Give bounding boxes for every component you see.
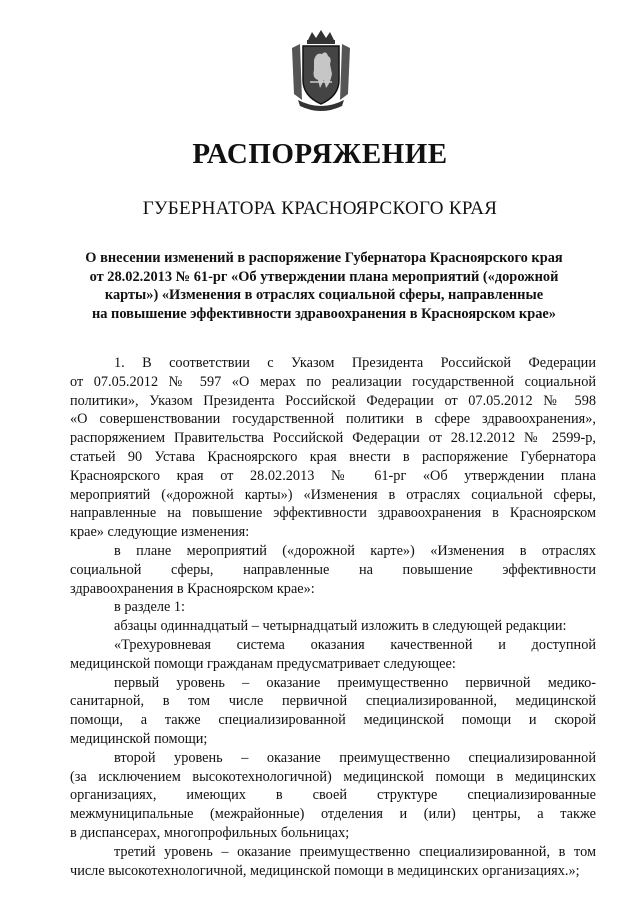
body-line: числе высокотехнологичной, медицинской помощи в медицинских организациях.»;	[70, 862, 580, 879]
heading-line: на повышение эффективности здравоохранения в Красноярском крае»	[91, 305, 557, 322]
body-line: 1. В соответствии с Указом Президента Российской Федерации	[114, 355, 596, 371]
body-line: медицинской помощи гражданам предусматривает следующее:	[70, 655, 456, 672]
document-body	[70, 354, 596, 880]
body-line: «Трехуровневая система оказания качественной и доступной	[114, 636, 596, 653]
body-line: в плане мероприятий («дорожной карте») «Изменения в отраслях	[114, 542, 596, 559]
heading-line: О внесении изменений в распоряжение Губернатора Красноярского края	[85, 250, 563, 266]
body-line: в разделе 1:	[114, 599, 186, 616]
body-line: (за исключением высокотехнологичной) медицинской помощи в медицинских	[70, 768, 596, 785]
emblem-graphic	[290, 30, 352, 112]
body-line: медицинской помощи;	[70, 730, 208, 747]
body-line: второй уровень – оказание преимущественно специализированной	[114, 749, 596, 766]
body-line: санитарной, в том числе первичной специализированной, медицинской	[70, 693, 596, 710]
heading-line: от 28.02.2013 № 61-рг «Об утверждении плана мероприятий («дорожной	[89, 268, 559, 285]
body-line: межмуниципальные (межрайонные) отделения и (или) центры, а также	[70, 806, 596, 823]
body-line: распоряжением Правительства Российской Федерации от 28.12.2012 № 2599-р,	[70, 430, 596, 447]
body-line: здравоохранения в Красноярском крае»:	[70, 580, 315, 597]
heading-line: карты») «Изменения в отраслях социальной сферы, направленные	[104, 287, 544, 304]
coat-of-arms-krasnoyarsk-icon	[290, 30, 352, 112]
body-line: первый уровень – оказание преимущественно первичной медико-	[114, 674, 596, 691]
body-line: политики», Указом Президента Российской Федерации от 07.05.2012 № 598	[70, 392, 596, 409]
body-line: организациях, имеющих в своей структуре специализированные	[70, 787, 596, 804]
body-line: статьей 90 Устава Красноярского края внести в распоряжение Губернатора	[70, 448, 596, 465]
document-heading	[60, 249, 588, 323]
document-title: РАСПОРЯЖЕНИЕ	[192, 138, 448, 170]
body-line: мероприятий («дорожной карты») «Изменения в отраслях социальной сферы,	[70, 486, 596, 503]
document-subtitle: ГУБЕРНАТОРА КРАСНОЯРСКОГО КРАЯ	[142, 198, 498, 219]
body-line: крае» следующие изменения:	[70, 524, 250, 541]
body-line: социальной сферы, направленные на повышение эффективности	[70, 561, 596, 578]
body-line: помощи, а также специализированной медицинской помощи и скорой	[70, 712, 596, 729]
body-line: абзацы одиннадцатый – четырнадцатый изложить в следующей редакции:	[114, 618, 567, 635]
body-line: от 07.05.2012 № 597 «О мерах по реализации государственной социальной	[70, 373, 596, 390]
body-line: Красноярского края от 28.02.2013 № 61-рг «Об утверждении плана	[70, 467, 596, 484]
body-line: в диспансерах, многопрофильных больницах;	[70, 824, 350, 841]
body-line: направленные на повышение эффективности здравоохранения в Красноярском	[70, 505, 596, 522]
body-line: «О совершенствовании государственной политики в сфере здравоохранения»,	[70, 411, 596, 428]
body-line: третий уровень – оказание преимущественно специализированной, в том	[114, 843, 596, 860]
